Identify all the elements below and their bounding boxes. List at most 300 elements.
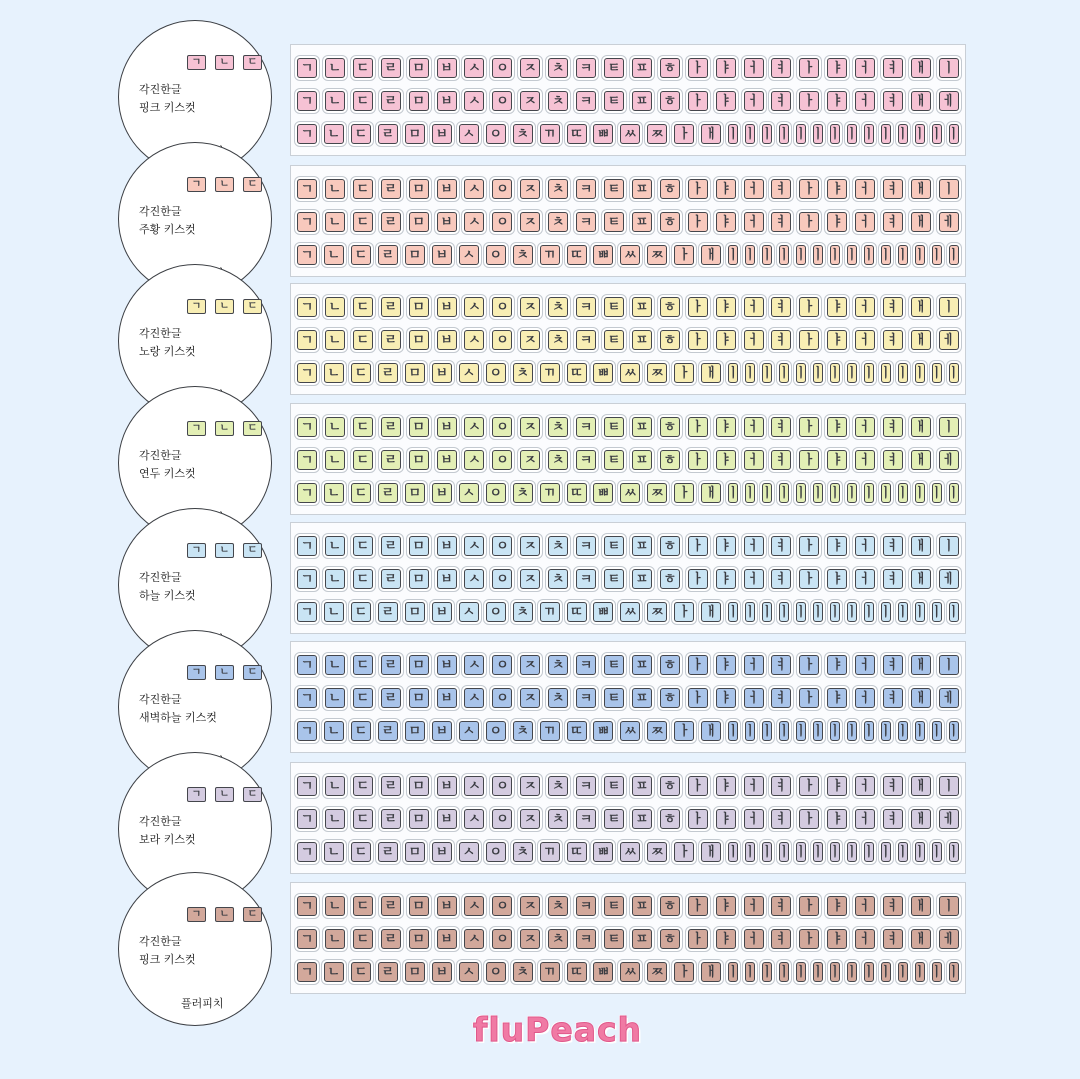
letter-sticker: ㅏ	[799, 536, 819, 556]
letter-sticker: ㄱ	[297, 450, 317, 470]
letter-sticker: ㅣ	[796, 962, 806, 982]
letter-sticker: ㅋ	[576, 809, 596, 829]
letter-sticker: ㅣ	[762, 483, 772, 503]
letter-sticker: ㅌ	[604, 330, 624, 350]
letter-sticker: ㅣ	[745, 602, 755, 622]
letter-sticker: ㅃ	[593, 721, 613, 741]
letter-sticker: ㅓ	[744, 776, 764, 796]
letter-sticker: ㅣ	[881, 483, 891, 503]
letter-sticker: ㅊ	[548, 297, 568, 317]
sample-letter-sticker: ㄴ	[215, 177, 234, 192]
letter-sticker: ㅋ	[576, 569, 596, 589]
letter-sticker: ㅈ	[520, 212, 540, 232]
letter-sticker: ㅕ	[883, 896, 903, 916]
sample-letter-sticker: ㄱ	[187, 55, 206, 70]
letter-sticker: ㅐ	[701, 842, 721, 862]
letter-sticker: ㄸ	[567, 842, 587, 862]
letter-sticker: ㅕ	[771, 330, 791, 350]
letter-sticker: ㅣ	[813, 363, 823, 383]
sticker-row	[297, 565, 959, 593]
letter-sticker: ㅣ	[915, 483, 925, 503]
letter-sticker: ㅐ	[701, 721, 721, 741]
letter-sticker: ㄱ	[297, 842, 317, 862]
letter-sticker: ㄹ	[378, 483, 398, 503]
sample-letter-sticker: ㄷ	[243, 787, 262, 802]
letter-sticker: ㅋ	[576, 896, 596, 916]
letter-sticker: ㅅ	[464, 450, 484, 470]
letter-sticker: ㅣ	[915, 124, 925, 144]
letter-sticker: ㅕ	[771, 450, 791, 470]
letter-sticker: ㅆ	[620, 363, 640, 383]
letter-sticker: ㅈ	[520, 776, 540, 796]
letter-sticker: ㅍ	[632, 655, 652, 675]
letter-sticker: ㄷ	[351, 363, 371, 383]
letter-sticker: ㅐ	[911, 929, 931, 949]
letter-sticker: ㅓ	[855, 212, 875, 232]
sticker-row	[297, 120, 959, 148]
letter-sticker: ㅓ	[855, 688, 875, 708]
letter-sticker: ㅕ	[883, 929, 903, 949]
letter-sticker: ㅣ	[949, 245, 959, 265]
letter-sticker: ㅣ	[881, 363, 891, 383]
letter-sticker: ㅣ	[949, 842, 959, 862]
letter-sticker: ㅣ	[949, 124, 959, 144]
letter-sticker: ㅇ	[486, 363, 506, 383]
letter-sticker: ㅏ	[799, 58, 819, 78]
letter-sticker: ㅣ	[830, 842, 840, 862]
product-title: 각진한글	[139, 935, 182, 948]
letter-sticker: ㅏ	[674, 842, 694, 862]
letter-sticker: ㅊ	[513, 962, 533, 982]
letter-sticker: ㅏ	[688, 417, 708, 437]
letter-sticker: ㅣ	[813, 124, 823, 144]
letter-sticker: ㅏ	[674, 245, 694, 265]
letter-sticker: ㅌ	[604, 297, 624, 317]
letter-sticker: ㅊ	[548, 655, 568, 675]
letter-sticker: ㅕ	[883, 417, 903, 437]
letter-sticker: ㅂ	[437, 58, 457, 78]
letter-sticker: ㅊ	[548, 450, 568, 470]
letter-sticker: ㄴ	[324, 842, 344, 862]
sticker-sheet	[290, 882, 966, 994]
letter-sticker: ㄴ	[325, 330, 345, 350]
color-variant-name: 노랑 키스컷	[139, 345, 196, 358]
letter-sticker: ㅎ	[660, 776, 680, 796]
letter-sticker: ㅕ	[771, 179, 791, 199]
letter-sticker: ㄹ	[381, 212, 401, 232]
letter-sticker: ㅏ	[674, 962, 694, 982]
letter-sticker: ㅣ	[881, 124, 891, 144]
letter-sticker: ㄷ	[353, 655, 373, 675]
letter-sticker: ㅅ	[464, 330, 484, 350]
letter-sticker: ㅁ	[409, 417, 429, 437]
letter-sticker: ㄲ	[540, 245, 560, 265]
letter-sticker: ㄷ	[353, 896, 373, 916]
letter-sticker: ㅓ	[744, 896, 764, 916]
letter-sticker: ㅋ	[576, 450, 596, 470]
sample-letter-sticker: ㄴ	[215, 907, 234, 922]
letter-sticker: ㅣ	[932, 483, 942, 503]
letter-sticker: ㅌ	[604, 417, 624, 437]
letter-sticker: ㅣ	[830, 124, 840, 144]
letter-sticker: ㅁ	[405, 842, 425, 862]
letter-sticker: ㅌ	[604, 655, 624, 675]
letter-sticker: ㅏ	[674, 721, 694, 741]
letter-sticker: ㅐ	[911, 179, 931, 199]
letter-sticker: ㄴ	[325, 569, 345, 589]
sticker-row	[297, 532, 959, 560]
letter-sticker: ㅂ	[437, 809, 457, 829]
letter-sticker: ㅍ	[632, 179, 652, 199]
letter-sticker: ㅂ	[437, 776, 457, 796]
letter-sticker: ㄱ	[297, 297, 317, 317]
letter-sticker: ㅣ	[745, 245, 755, 265]
letter-sticker: ㅂ	[437, 569, 457, 589]
letter-sticker: ㅐ	[911, 776, 931, 796]
letter-sticker: ㅊ	[548, 569, 568, 589]
sample-letter-sticker: ㄷ	[243, 177, 262, 192]
sticker-sheet	[290, 165, 966, 277]
letter-sticker: ㅊ	[513, 483, 533, 503]
letter-sticker: ㅋ	[576, 330, 596, 350]
letter-sticker: ㅣ	[949, 721, 959, 741]
letter-sticker: ㄷ	[353, 297, 373, 317]
letter-sticker: ㅓ	[744, 809, 764, 829]
sample-letters	[187, 177, 262, 192]
letter-sticker: ㅕ	[771, 776, 791, 796]
letter-sticker: ㄸ	[567, 245, 587, 265]
letter-sticker: ㄱ	[297, 58, 317, 78]
letter-sticker: ㅣ	[939, 655, 959, 675]
letter-sticker: ㅉ	[647, 962, 667, 982]
letter-sticker: ㅈ	[520, 417, 540, 437]
letter-sticker: ㅣ	[915, 962, 925, 982]
letter-sticker: ㅓ	[744, 688, 764, 708]
product-title: 각진한글	[139, 815, 182, 828]
letter-sticker: ㅍ	[632, 569, 652, 589]
letter-sticker: ㅣ	[864, 602, 874, 622]
letter-sticker: ㅣ	[932, 842, 942, 862]
letter-sticker: ㅣ	[939, 58, 959, 78]
letter-sticker: ㅓ	[744, 929, 764, 949]
letter-sticker: ㅎ	[660, 58, 680, 78]
color-variant-name: 보라 키스컷	[139, 833, 196, 846]
letter-sticker: ㅋ	[576, 417, 596, 437]
letter-sticker: ㅣ	[762, 602, 772, 622]
letter-sticker: ㅣ	[949, 602, 959, 622]
letter-sticker: ㄷ	[353, 929, 373, 949]
letter-sticker: ㅑ	[716, 179, 736, 199]
letter-sticker: ㅣ	[915, 245, 925, 265]
letter-sticker: ㅕ	[771, 417, 791, 437]
letter-sticker: ㅏ	[799, 179, 819, 199]
letter-sticker: ㄴ	[325, 417, 345, 437]
letter-sticker: ㅂ	[432, 842, 452, 862]
letter-sticker: ㅅ	[464, 929, 484, 949]
letter-sticker: ㅣ	[949, 363, 959, 383]
letter-sticker: ㄷ	[351, 842, 371, 862]
letter-sticker: ㅁ	[409, 330, 429, 350]
letter-sticker: ㅏ	[688, 179, 708, 199]
letter-sticker: ㄱ	[297, 602, 317, 622]
letter-sticker: ㅊ	[548, 809, 568, 829]
letter-sticker: ㅔ	[939, 91, 959, 111]
letter-sticker: ㅐ	[911, 297, 931, 317]
letter-sticker: ㅑ	[716, 536, 736, 556]
letter-sticker: ㅑ	[716, 58, 736, 78]
letter-sticker: ㅣ	[813, 721, 823, 741]
letter-sticker: ㅉ	[647, 124, 667, 144]
letter-sticker: ㅎ	[660, 536, 680, 556]
letter-sticker: ㄹ	[381, 655, 401, 675]
letter-sticker: ㅣ	[939, 896, 959, 916]
letter-sticker: ㄸ	[567, 363, 587, 383]
letter-sticker: ㄱ	[297, 536, 317, 556]
letter-sticker: ㅣ	[728, 124, 738, 144]
letter-sticker: ㅣ	[813, 602, 823, 622]
letter-sticker: ㅣ	[779, 962, 789, 982]
letter-sticker: ㄴ	[325, 212, 345, 232]
letter-sticker: ㅑ	[716, 297, 736, 317]
letter-sticker: ㅓ	[855, 297, 875, 317]
letter-sticker: ㅁ	[405, 602, 425, 622]
letter-sticker: ㅣ	[915, 602, 925, 622]
letter-sticker: ㅣ	[762, 842, 772, 862]
letter-sticker: ㅣ	[762, 363, 772, 383]
sticker-row	[297, 326, 959, 354]
letter-sticker: ㅑ	[827, 297, 847, 317]
letter-sticker: ㅌ	[604, 450, 624, 470]
letter-sticker: ㄷ	[353, 330, 373, 350]
letter-sticker: ㅓ	[744, 212, 764, 232]
letter-sticker: ㅐ	[911, 688, 931, 708]
letter-sticker: ㅣ	[847, 124, 857, 144]
letter-sticker: ㅇ	[492, 896, 512, 916]
letter-sticker: ㅕ	[771, 212, 791, 232]
letter-sticker: ㅕ	[883, 212, 903, 232]
letter-sticker: ㅣ	[898, 245, 908, 265]
letter-sticker: ㅊ	[513, 124, 533, 144]
letter-sticker: ㅕ	[771, 655, 791, 675]
letter-sticker: ㅉ	[647, 363, 667, 383]
letter-sticker: ㅁ	[409, 58, 429, 78]
letter-sticker: ㅕ	[883, 655, 903, 675]
product-title: 각진한글	[139, 327, 182, 340]
letter-sticker: ㄱ	[297, 363, 317, 383]
letter-sticker: ㅁ	[405, 483, 425, 503]
letter-sticker: ㅕ	[883, 179, 903, 199]
letter-sticker: ㄱ	[297, 962, 317, 982]
letter-sticker: ㅊ	[513, 245, 533, 265]
color-variant-name: 새벽하늘 키스컷	[139, 711, 217, 724]
letter-sticker: ㅐ	[911, 417, 931, 437]
letter-sticker: ㄹ	[381, 330, 401, 350]
letter-sticker: ㅂ	[437, 91, 457, 111]
letter-sticker: ㅣ	[796, 602, 806, 622]
letter-sticker: ㅎ	[660, 809, 680, 829]
letter-sticker: ㅕ	[883, 330, 903, 350]
letter-sticker: ㅣ	[830, 721, 840, 741]
letter-sticker: ㅓ	[855, 91, 875, 111]
letter-sticker: ㅣ	[915, 721, 925, 741]
letter-sticker: ㅣ	[864, 245, 874, 265]
letter-sticker: ㅑ	[716, 809, 736, 829]
letter-sticker: ㅊ	[548, 330, 568, 350]
letter-sticker: ㅍ	[632, 417, 652, 437]
letter-sticker: ㅅ	[464, 569, 484, 589]
letter-sticker: ㅃ	[593, 245, 613, 265]
letter-sticker: ㄲ	[540, 842, 560, 862]
letter-sticker: ㅁ	[409, 536, 429, 556]
letter-sticker: ㅣ	[813, 483, 823, 503]
sample-letters	[187, 907, 262, 922]
letter-sticker: ㅎ	[660, 569, 680, 589]
letter-sticker: ㅇ	[492, 536, 512, 556]
letter-sticker: ㅏ	[674, 602, 694, 622]
letter-sticker: ㅂ	[437, 655, 457, 675]
letter-sticker: ㅑ	[716, 330, 736, 350]
letter-sticker: ㅣ	[779, 602, 789, 622]
letter-sticker: ㅊ	[513, 842, 533, 862]
letter-sticker: ㅏ	[688, 212, 708, 232]
letter-sticker: ㅑ	[827, 776, 847, 796]
letter-sticker: ㄹ	[381, 929, 401, 949]
letter-sticker: ㅣ	[779, 124, 789, 144]
letter-sticker: ㅁ	[409, 179, 429, 199]
letter-sticker: ㅅ	[464, 58, 484, 78]
letter-sticker: ㄴ	[325, 297, 345, 317]
letter-sticker: ㅕ	[883, 569, 903, 589]
letter-sticker: ㅍ	[632, 809, 652, 829]
letter-sticker: ㅈ	[520, 809, 540, 829]
letter-sticker: ㄱ	[297, 245, 317, 265]
letter-sticker: ㅣ	[762, 962, 772, 982]
letter-sticker: ㅏ	[688, 809, 708, 829]
letter-sticker: ㅣ	[745, 124, 755, 144]
letter-sticker: ㅣ	[847, 842, 857, 862]
letter-sticker: ㅏ	[799, 417, 819, 437]
letter-sticker: ㅈ	[520, 330, 540, 350]
letter-sticker: ㄱ	[297, 929, 317, 949]
letter-sticker: ㄲ	[540, 962, 560, 982]
sticker-row	[297, 208, 959, 236]
letter-sticker: ㅎ	[660, 655, 680, 675]
letter-sticker: ㅕ	[771, 809, 791, 829]
letter-sticker: ㅣ	[830, 363, 840, 383]
letter-sticker: ㅂ	[432, 245, 452, 265]
sticker-row	[297, 717, 959, 745]
letter-sticker: ㅣ	[898, 962, 908, 982]
sample-letter-sticker: ㄱ	[187, 665, 206, 680]
letter-sticker: ㄹ	[381, 450, 401, 470]
letter-sticker: ㅊ	[548, 212, 568, 232]
letter-sticker: ㅇ	[492, 91, 512, 111]
letter-sticker: ㅁ	[405, 363, 425, 383]
letter-sticker: ㅅ	[459, 721, 479, 741]
letter-sticker: ㅏ	[688, 929, 708, 949]
sample-letters	[187, 55, 262, 70]
letter-sticker: ㅏ	[688, 655, 708, 675]
letter-sticker: ㅣ	[864, 721, 874, 741]
letter-sticker: ㄹ	[378, 602, 398, 622]
letter-sticker: ㄲ	[540, 721, 560, 741]
letter-sticker: ㅅ	[464, 297, 484, 317]
sticker-sheet	[290, 44, 966, 156]
sticker-row	[297, 413, 959, 441]
letter-sticker: ㅋ	[576, 212, 596, 232]
letter-sticker: ㄹ	[381, 776, 401, 796]
letter-sticker: ㅊ	[548, 929, 568, 949]
letter-sticker: ㅊ	[513, 721, 533, 741]
letter-sticker: ㅣ	[779, 721, 789, 741]
letter-sticker: ㅔ	[939, 688, 959, 708]
letter-sticker: ㅣ	[847, 483, 857, 503]
letter-sticker: ㅕ	[771, 297, 791, 317]
letter-sticker: ㅇ	[486, 842, 506, 862]
letter-sticker: ㅓ	[744, 569, 764, 589]
sample-letter-sticker: ㄱ	[187, 543, 206, 558]
letter-sticker: ㅆ	[620, 245, 640, 265]
sample-letter-sticker: ㄷ	[243, 665, 262, 680]
letter-sticker: ㄴ	[325, 58, 345, 78]
letter-sticker: ㅁ	[409, 929, 429, 949]
letter-sticker: ㄴ	[325, 809, 345, 829]
sample-letters	[187, 787, 262, 802]
letter-sticker: ㅣ	[779, 483, 789, 503]
letter-sticker: ㄴ	[325, 536, 345, 556]
letter-sticker: ㅑ	[716, 569, 736, 589]
letter-sticker: ㅇ	[492, 655, 512, 675]
letter-sticker: ㅋ	[576, 58, 596, 78]
letter-sticker: ㅣ	[939, 179, 959, 199]
letter-sticker: ㅓ	[744, 91, 764, 111]
sticker-row	[297, 293, 959, 321]
letter-sticker: ㄷ	[351, 245, 371, 265]
letter-sticker: ㅑ	[716, 688, 736, 708]
letter-sticker: ㅅ	[464, 896, 484, 916]
letter-sticker: ㅅ	[459, 363, 479, 383]
letter-sticker: ㅣ	[779, 363, 789, 383]
letter-sticker: ㄱ	[297, 776, 317, 796]
letter-sticker: ㄹ	[381, 536, 401, 556]
letter-sticker: ㄹ	[381, 569, 401, 589]
letter-sticker: ㄷ	[353, 417, 373, 437]
letter-sticker: ㅅ	[459, 245, 479, 265]
color-variant-name: 핑크 키스컷	[139, 101, 196, 114]
letter-sticker: ㄹ	[381, 58, 401, 78]
letter-sticker: ㄴ	[325, 91, 345, 111]
letter-sticker: ㅃ	[593, 602, 613, 622]
letter-sticker: ㅊ	[548, 776, 568, 796]
letter-sticker: ㅏ	[688, 297, 708, 317]
letter-sticker: ㅅ	[464, 688, 484, 708]
letter-sticker: ㅈ	[520, 569, 540, 589]
sample-letter-sticker: ㄱ	[187, 421, 206, 436]
letter-sticker: ㅈ	[520, 179, 540, 199]
letter-sticker: ㅇ	[492, 212, 512, 232]
letter-sticker: ㅓ	[855, 330, 875, 350]
letter-sticker: ㅐ	[911, 655, 931, 675]
letter-sticker: ㄴ	[324, 245, 344, 265]
letter-sticker: ㅑ	[827, 536, 847, 556]
letter-sticker: ㅑ	[827, 330, 847, 350]
letter-sticker: ㅕ	[883, 450, 903, 470]
letter-sticker: ㄷ	[351, 721, 371, 741]
letter-sticker: ㅂ	[437, 212, 457, 232]
letter-sticker: ㅑ	[827, 179, 847, 199]
sample-letter-sticker: ㄴ	[215, 299, 234, 314]
sample-letter-sticker: ㄴ	[215, 55, 234, 70]
